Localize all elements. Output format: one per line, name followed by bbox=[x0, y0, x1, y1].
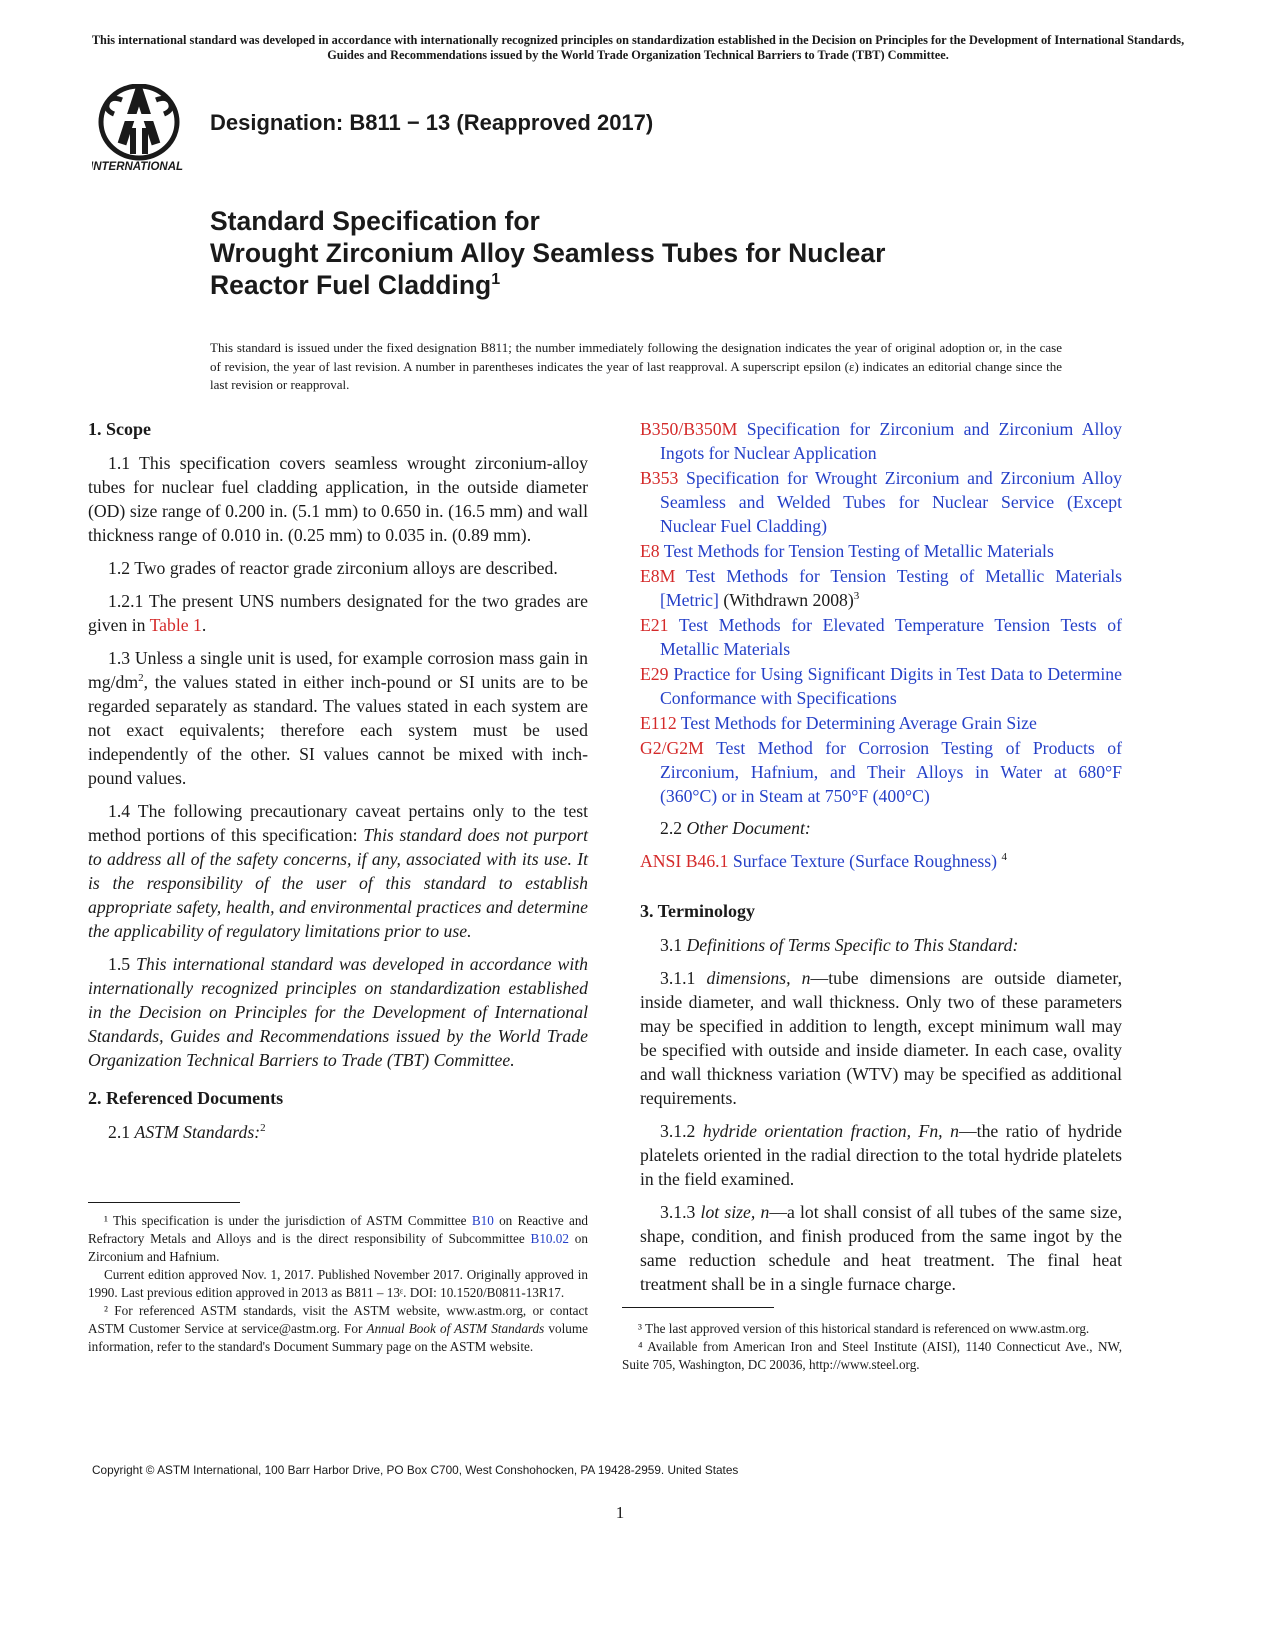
footnote-3: ³ The last approved version of this historical standard is referenced on www.astm.org. bbox=[638, 1321, 1090, 1336]
designation: Designation: B811 − 13 (Reapproved 2017) bbox=[210, 110, 654, 135]
para-2-1: 2.1 ASTM Standards:$^2$ bbox=[108, 1122, 266, 1142]
para-1-1: 1.1 This specification covers seamless wrought zirconium-alloy tubes for nuclear fuel cladding application, in the outside diameter (OD) size range of 0.200 in. (5.1 mm) to 0.650 in. (16.5 mm) and wall thickness range of 0.010 in. (0.25 mm) to 0.035 in. (0.89 mm). bbox=[88, 453, 588, 545]
reference-item[interactable]: B353 Specification for Wrought Zirconium and Zirconium Alloy Seamless and Welded Tubes for Nuclear Service (Except Nuclear Fuel Cladding) bbox=[640, 468, 1122, 536]
para-1-2-1: 1.2.1 The present UNS numbers designated for the two grades are given in Table 1. bbox=[88, 591, 588, 635]
footnote-1: ¹ This specification is under the jurisdiction of ASTM Committee B10 on Reactive and Refractory Metals and Alloys and is the direct responsibility of Subcommittee B10.02 on Zirconium and Hafnium. bbox=[88, 1213, 589, 1264]
title-footnote-mark[interactable]: 1 bbox=[491, 271, 501, 289]
reference-item[interactable]: G2/G2M Test Method for Corrosion Testing of Products of Zirconium, Hafnium, and Their Alloys in Water at 680°F (360°C) or in Steam at 750°F (400°C) bbox=[640, 738, 1122, 806]
footnote-4: ⁴ Available from American Iron and Steel Institute (AISI), 1140 Connecticut Ave., NW, Suite 705, Washington, DC 20036, http://www.steel.org. bbox=[622, 1339, 1122, 1372]
reference-item[interactable]: E21 Test Methods for Elevated Temperature Tension Tests of Metallic Materials bbox=[640, 615, 1122, 659]
reference-item[interactable]: E8M Test Methods for Tension Testing of Metallic Materials [Metric] (Withdrawn 2008)$^3$ bbox=[640, 566, 1122, 610]
para-1-4: 1.4 The following precautionary caveat pertains only to the test method portions of this specification: This standard does not purport to address all of the safety concerns, if any, associated with its use. It is the responsibility of the user of this standard to establish appropriate safety, health, and environmental practices and determine the applicability of regulatory limitations prior to use. bbox=[88, 801, 588, 941]
astm-logo bbox=[92, 84, 196, 174]
logo-org-text: INTERNATIONAL bbox=[92, 161, 184, 173]
para-2-2: 2.2 Other Document: bbox=[660, 818, 811, 838]
para-1-2: 1.2 Two grades of reactor grade zirconium alloys are described. bbox=[108, 558, 558, 578]
title-line-1: Standard Specification for bbox=[210, 206, 540, 236]
footnote-1-edition: Current edition approved Nov. 1, 2017. Published November 2017. Originally approved in 1990. Last previous edition approved in 2013 as B811 – 13ᵋ. DOI: 10.1520/B0811-13R17. bbox=[88, 1267, 588, 1300]
para-1-5: 1.5 This international standard was developed in accordance with internationally recognized principles on standardization established in the Decision on Principles for the Development of International Standards, Guides and Recommendations issued by the World Trade Organization Technical Barriers to Trade (TBT) Committee. bbox=[88, 954, 588, 1070]
astm-reference-list bbox=[640, 417, 1122, 808]
reference-item[interactable]: B350/B350M Specification for Zirconium and Zirconium Alloy Ingots for Nuclear Application bbox=[640, 419, 1123, 463]
section-1-heading: 1. Scope bbox=[88, 419, 151, 439]
page-title bbox=[210, 205, 885, 301]
section-3-heading: 3. Terminology bbox=[640, 901, 756, 921]
para-3-1-3: 3.1.3 lot size, n—a lot shall consist of all tubes of the same size, shape, condition, and finish produced from the same ingot by the same reduction schedule and heat treatment. The final heat treatment shall be in a single furnace charge. bbox=[640, 1202, 1122, 1294]
table-1-link[interactable]: Table 1 bbox=[149, 615, 202, 635]
left-column bbox=[88, 417, 588, 1153]
para-3-1: 3.1 Definitions of Terms Specific to This Standard: bbox=[660, 935, 1019, 955]
reference-ansi-b46-1[interactable]: ANSI B46.1 Surface Texture (Surface Roughness) $^4$ bbox=[640, 851, 1007, 871]
section-2-heading: 2. Referenced Documents bbox=[88, 1088, 284, 1108]
footnotes-right bbox=[622, 1320, 1122, 1374]
footnotes-left bbox=[88, 1212, 588, 1356]
footnote-rule-right bbox=[622, 1307, 774, 1308]
para-1-3: 1.3 Unless a single unit is used, for example corrosion mass gain in $mg/dm^2$, the values stated in either inch-pound or SI units are to be regarded separately as standard. The values stated in each system are not exact equivalents; therefore each system must be used independently of the other. SI values cannot be mixed with inch-pound values. bbox=[88, 648, 588, 788]
reference-item[interactable]: E8 Test Methods for Tension Testing of Metallic Materials bbox=[640, 541, 1054, 561]
title-line-2: Wrought Zirconium Alloy Seamless Tubes for Nuclear bbox=[210, 238, 886, 268]
footnote-rule-left bbox=[88, 1202, 240, 1203]
right-column bbox=[640, 417, 1122, 1305]
standard-intro: This standard is issued under the fixed designation B811; the number immediately following the designation indicates the year of original adoption or, in the case of revision, the year of last revision. A number in parentheses indicates the year of last reapproval. A superscript epsilon (ε) indicates an editorial change since the last revision or reapproval. bbox=[210, 340, 1062, 392]
para-3-1-2: 3.1.2 hydride orientation fraction, Fn, n—the ratio of hydride platelets oriented in the radial direction to the total hydride platelets in the field examined. bbox=[640, 1121, 1122, 1189]
para-3-1-1: 3.1.1 dimensions, n—tube dimensions are outside diameter, inside diameter, and wall thickness. Only two of these parameters may be specified in addition to length, except minimum wall may be specified with outside and inside diameter. In each case, ovality and wall thickness variation (WTV) may be specified as additional requirements. bbox=[640, 968, 1123, 1108]
footnote-2: ² For referenced ASTM standards, visit the ASTM website, www.astm.org, or contact ASTM Customer Service at service@astm.org. For Annual Book of ASTM Standards volume information, refer to the standard's Document Summary page on the ASTM website. bbox=[88, 1303, 588, 1354]
copyright: Copyright © ASTM International, 100 Barr Harbor Drive, PO Box C700, West Conshohocken, PA 19428-2959. United States bbox=[92, 1463, 739, 1477]
title-line-3: Reactor Fuel Cladding bbox=[210, 270, 492, 300]
top-notice: This international standard was developed in accordance with internationally recognized principles on standardization established in the Decision on Principles for the Development of International Standards, Guides and Recommendations issued by the World Trade Organization Technical Barriers to Trade (TBT) Committee. bbox=[91, 33, 1185, 62]
reference-item[interactable]: E29 Practice for Using Significant Digits in Test Data to Determine Conformance with Specifications bbox=[640, 664, 1122, 708]
committee-b10-link[interactable]: B10 bbox=[471, 1213, 494, 1228]
subcommittee-b10-02-link[interactable]: B10.02 bbox=[530, 1231, 569, 1246]
reference-item[interactable]: E112 Test Methods for Determining Average Grain Size bbox=[640, 713, 1037, 733]
page-number: 1 bbox=[615, 1503, 625, 1522]
